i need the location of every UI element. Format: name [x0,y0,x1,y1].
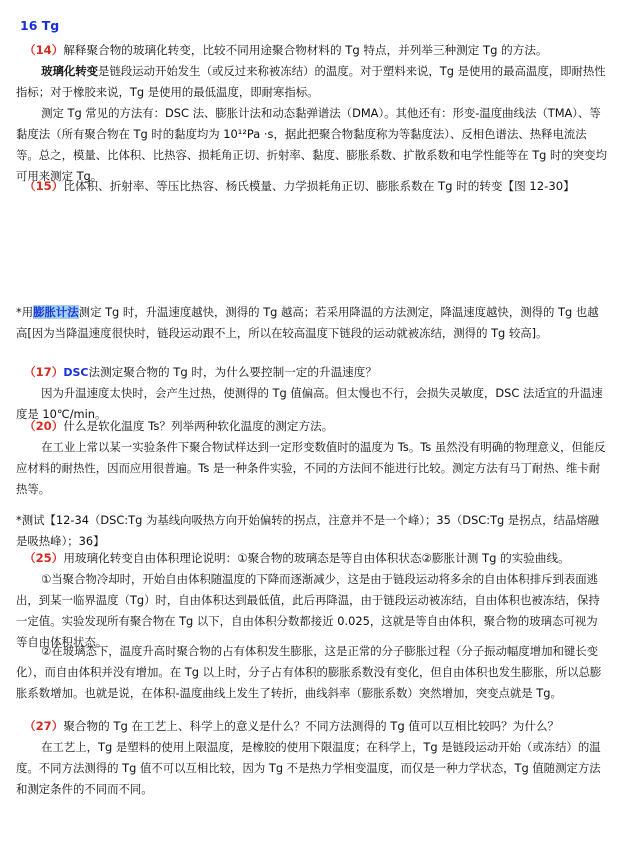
paragraph-text: 测定 Tg 常见的方法有：DSC 法、膨胀计法和动态黏弹谱法（DMA）。其他还有：形变-温度曲线法（TMA）、等黏度法（所有聚合物在 Tg 时的黏度均为 10¹²Pa ·s，据此把聚合物黏度称为等黏度法）、反相色谱法、热释电流法等。总之，模量、比体积、比热容、损耗角正切、折射率、黏度、膨胀系数、扩散系数和电学性能等在 Tg 时的突变均可用来测定 Tg。 [16,106,607,183]
question-text: 用玻璃化转变自由体积理论说明：①聚合物的玻璃态是等自由体积状态②膨胀计测 Tg 的实验曲线。 [63,551,570,565]
answer-25-paragraph-2 [16,641,608,704]
question-text: 法测定聚合物的 Tg 时，为什么要控制一定的升温速度？ [88,365,377,379]
paragraph-text: 在工业上常以某一实验条件下聚合物试样达到一定形变数值时的温度为 Ts。Ts 虽然没有明确的物理意义，但能反应材料的耐热性，因而应用很普遍。Ts 是一种条件实验，不同的方法间不能进行比较。测定方法有马丁耐热、维卡耐热等。 [16,440,606,496]
note-dilatometer [16,302,608,344]
question-number: （25） [24,551,64,565]
answer-14-paragraph-2 [16,103,608,187]
term-glass-transition: 玻璃化转变 [41,64,99,78]
note-test [16,510,608,552]
question-27 [24,716,608,737]
question-text: 解释聚合物的玻璃化转变，比较不同用途聚合物材料的 Tg 特点，并列举三种测定 Tg 的方法。 [63,43,548,57]
question-25 [24,548,608,569]
question-number: （20） [24,419,64,433]
note-text: 测定 Tg 时，升温速度越快，测得的 Tg 越高；若采用降温的方法测定，降温速度越快，测得的 Tg 也越高[因为当降温速度很快时，链段运动跟不上，所以在较高温度下链段的运动就被冻结，测得的 Tg 较高]。 [16,305,599,340]
paragraph-text: ②在玻璃态下，温度升高时聚合物的占有体积发生膨胀，这是正常的分子膨胀过程（分子振动幅度增加和键长变化），而自由体积并没有增加。在 Tg 以上时，分子占有体积的膨胀系数没有变化，但自由体积也发生膨胀，所以总膨胀系数增加。也就是说，在体积-温度曲线上发生了转折，曲线斜率（膨胀系数）突然增加，突变点就是 Tg。 [16,644,602,700]
question-number: （17） [24,365,64,379]
question-number: （27） [24,719,64,733]
question-text: 比体积、折射率、等压比热容、杨氏模量、力学损耗角正切、膨胀系数在 Tg 时的转变【图 12-30】 [63,179,575,193]
question-text: 聚合物的 Tg 在工艺上、科学上的意义是什么？不同方法测得的 Tg 值可以互相比较吗？为什么？ [63,719,560,733]
question-17 [24,362,608,383]
note-text: *测试【12-34（DSC:Tg 为基线向吸热方向开始偏转的拐点，注意并不是一个峰）；35（DSC:Tg 是拐点，结晶熔融是吸热峰）；36】 [16,513,600,548]
question-15 [24,176,608,197]
answer-20 [16,437,608,500]
question-number: （14） [24,43,64,57]
section-title: 16 Tg [20,18,60,33]
paragraph-text: 因为升温速度太快时，会产生过热，使测得的 Tg 值偏高。但太慢也不行，会损失灵敏度，DSC 法适宜的升温速度是 10℃/min。 [16,386,603,421]
term-dsc: DSC [63,366,89,379]
paragraph-text: 是链段运动开始发生（或反过来称被冻结）的温度。对于塑料来说，Tg 是使用的最高温度，即耐热性指标；对于橡胶来说，Tg 是使用的最低温度，即耐寒指标。 [16,64,606,99]
question-20 [24,416,608,437]
answer-27 [16,737,608,800]
question-14 [24,40,608,61]
answer-14-paragraph-1 [16,61,608,103]
note-prefix: *用 [16,305,34,319]
paragraph-text: ①当聚合物冷却时，开始自由体积随温度的下降而逐渐减少，这是由于链段运动将多余的自由体积排斥到表面逃出，到某一临界温度（Tg）时，自由体积达到最低值，此后再降温，由于链段运动被冻结，自由体积也被冻结，保持一定值。实验发现所有聚合物在 Tg 以下，自由体积分数都接近 0.025，这就是等自由体积，聚合物的玻璃态可视为等自由体积状态。 [16,572,600,649]
paragraph-text: 在工艺上，Tg 是塑料的使用上限温度，是橡胶的使用下限温度；在科学上，Tg 是链段运动开始（或冻结）的温度。不同方法测得的 Tg 值不可以互相比较，因为 Tg 不是热力学相变温度，而仅是一种力学状态，Tg 值随测定方法和测定条件的不同而不同。 [16,740,601,796]
question-number: （15） [24,179,64,193]
question-text: 什么是软化温度 Ts？列举两种软化温度的测定方法。 [63,419,334,433]
term-dilatometer: 膨胀计法 [33,305,79,319]
